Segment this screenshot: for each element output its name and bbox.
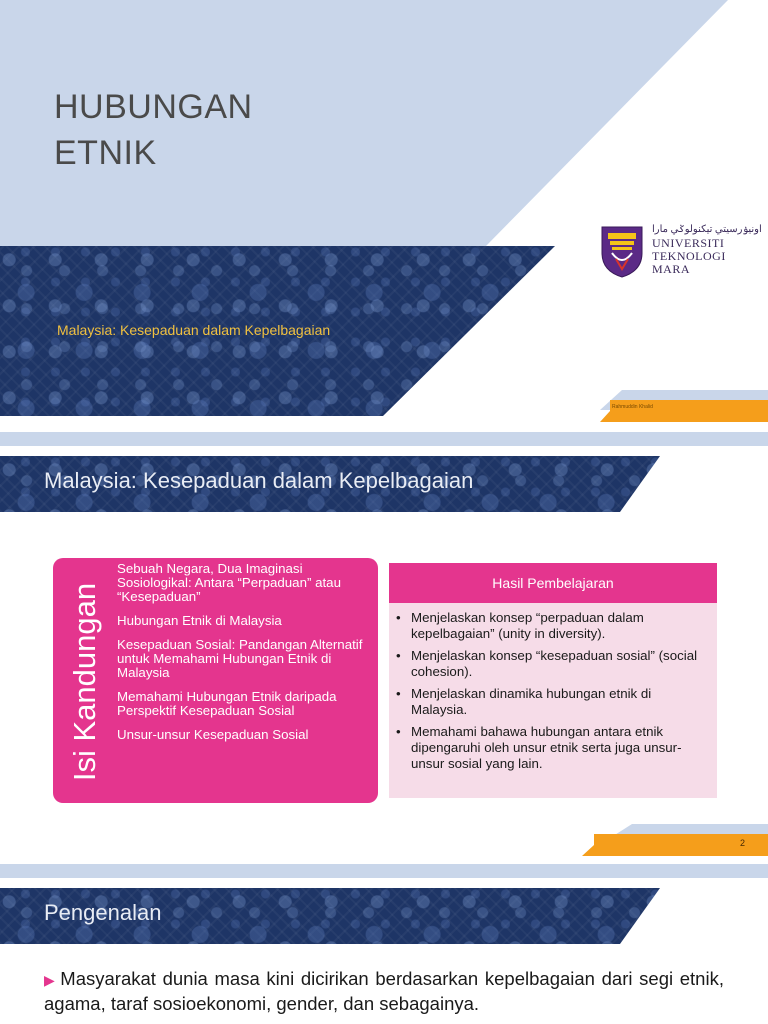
- presentation-title: [54, 84, 253, 176]
- intro-paragraph: [44, 967, 724, 1016]
- presentation-subtitle: Malaysia: Kesepaduan dalam Kepelbagaian: [57, 322, 331, 338]
- page-number: 2: [740, 838, 746, 848]
- author-name: Rahmuddin Khalid: [612, 404, 653, 410]
- slide-heading: Pengenalan: [44, 900, 162, 925]
- list-item: • Memahami bahawa hubungan antara etnik dipengaruhi oleh unsur etnik serta juga unsur-unsur sosial yang lain.: [394, 724, 710, 772]
- bullet-arrow-icon: ▶: [44, 972, 57, 988]
- contents-list: [117, 562, 367, 752]
- logo-line-2: TEKNOLOGI: [652, 249, 726, 263]
- contents-label-wrap: [62, 572, 108, 792]
- outcomes-heading: Hasil Pembelajaran: [389, 563, 717, 603]
- slide-introduction: [0, 864, 768, 1024]
- list-item: • Menjelaskan konsep “perpaduan dalam kepelbagaian” (unity in diversity).: [394, 610, 710, 642]
- title-line-2: ETNIK: [54, 134, 157, 172]
- top-band: [0, 864, 768, 878]
- slide-title: [0, 0, 768, 432]
- logo-wordmark: [652, 237, 726, 276]
- slide-heading: Malaysia: Kesepaduan dalam Kepelbagaian: [44, 468, 474, 493]
- list-item: Sebuah Negara, Dua Imaginasi Sosiologikal: Antara “Perpaduan” atau “Kesepaduan”: [117, 561, 341, 604]
- logo-line-1: UNIVERSITI: [652, 236, 725, 250]
- logo-line-3: MARA: [652, 262, 691, 276]
- title-line-1: HUBUNGAN: [54, 88, 253, 126]
- list-item: Memahami Hubungan Etnik daripada Perspektif Kesepaduan Sosial: [117, 689, 337, 718]
- logo-jawi-text: اونيۏرسيتي تيكنولوݢي مارا: [652, 224, 762, 235]
- list-item: Unsur-unsur Kesepaduan Sosial: [117, 727, 309, 742]
- contents-label: Isi Kandungan: [67, 582, 102, 782]
- top-band: [0, 432, 768, 446]
- outcomes-list: [394, 610, 710, 778]
- slide-contents: [0, 432, 768, 864]
- list-item: • Menjelaskan konsep “kesepaduan sosial” (social cohesion).: [394, 648, 710, 680]
- list-item: Kesepaduan Sosial: Pandangan Alternatif untuk Memahami Hubungan Etnik di Malaysia: [117, 637, 363, 680]
- list-item: • Menjelaskan dinamika hubungan etnik di Malaysia.: [394, 686, 710, 718]
- uitm-crest-icon: [598, 223, 646, 279]
- intro-text: Masyarakat dunia masa kini dicirikan berdasarkan kepelbagaian dari segi etnik, agama, taraf sosioekonomi, gender, dan sebagainya.: [44, 968, 724, 1014]
- list-item: Hubungan Etnik di Malaysia: [117, 613, 282, 628]
